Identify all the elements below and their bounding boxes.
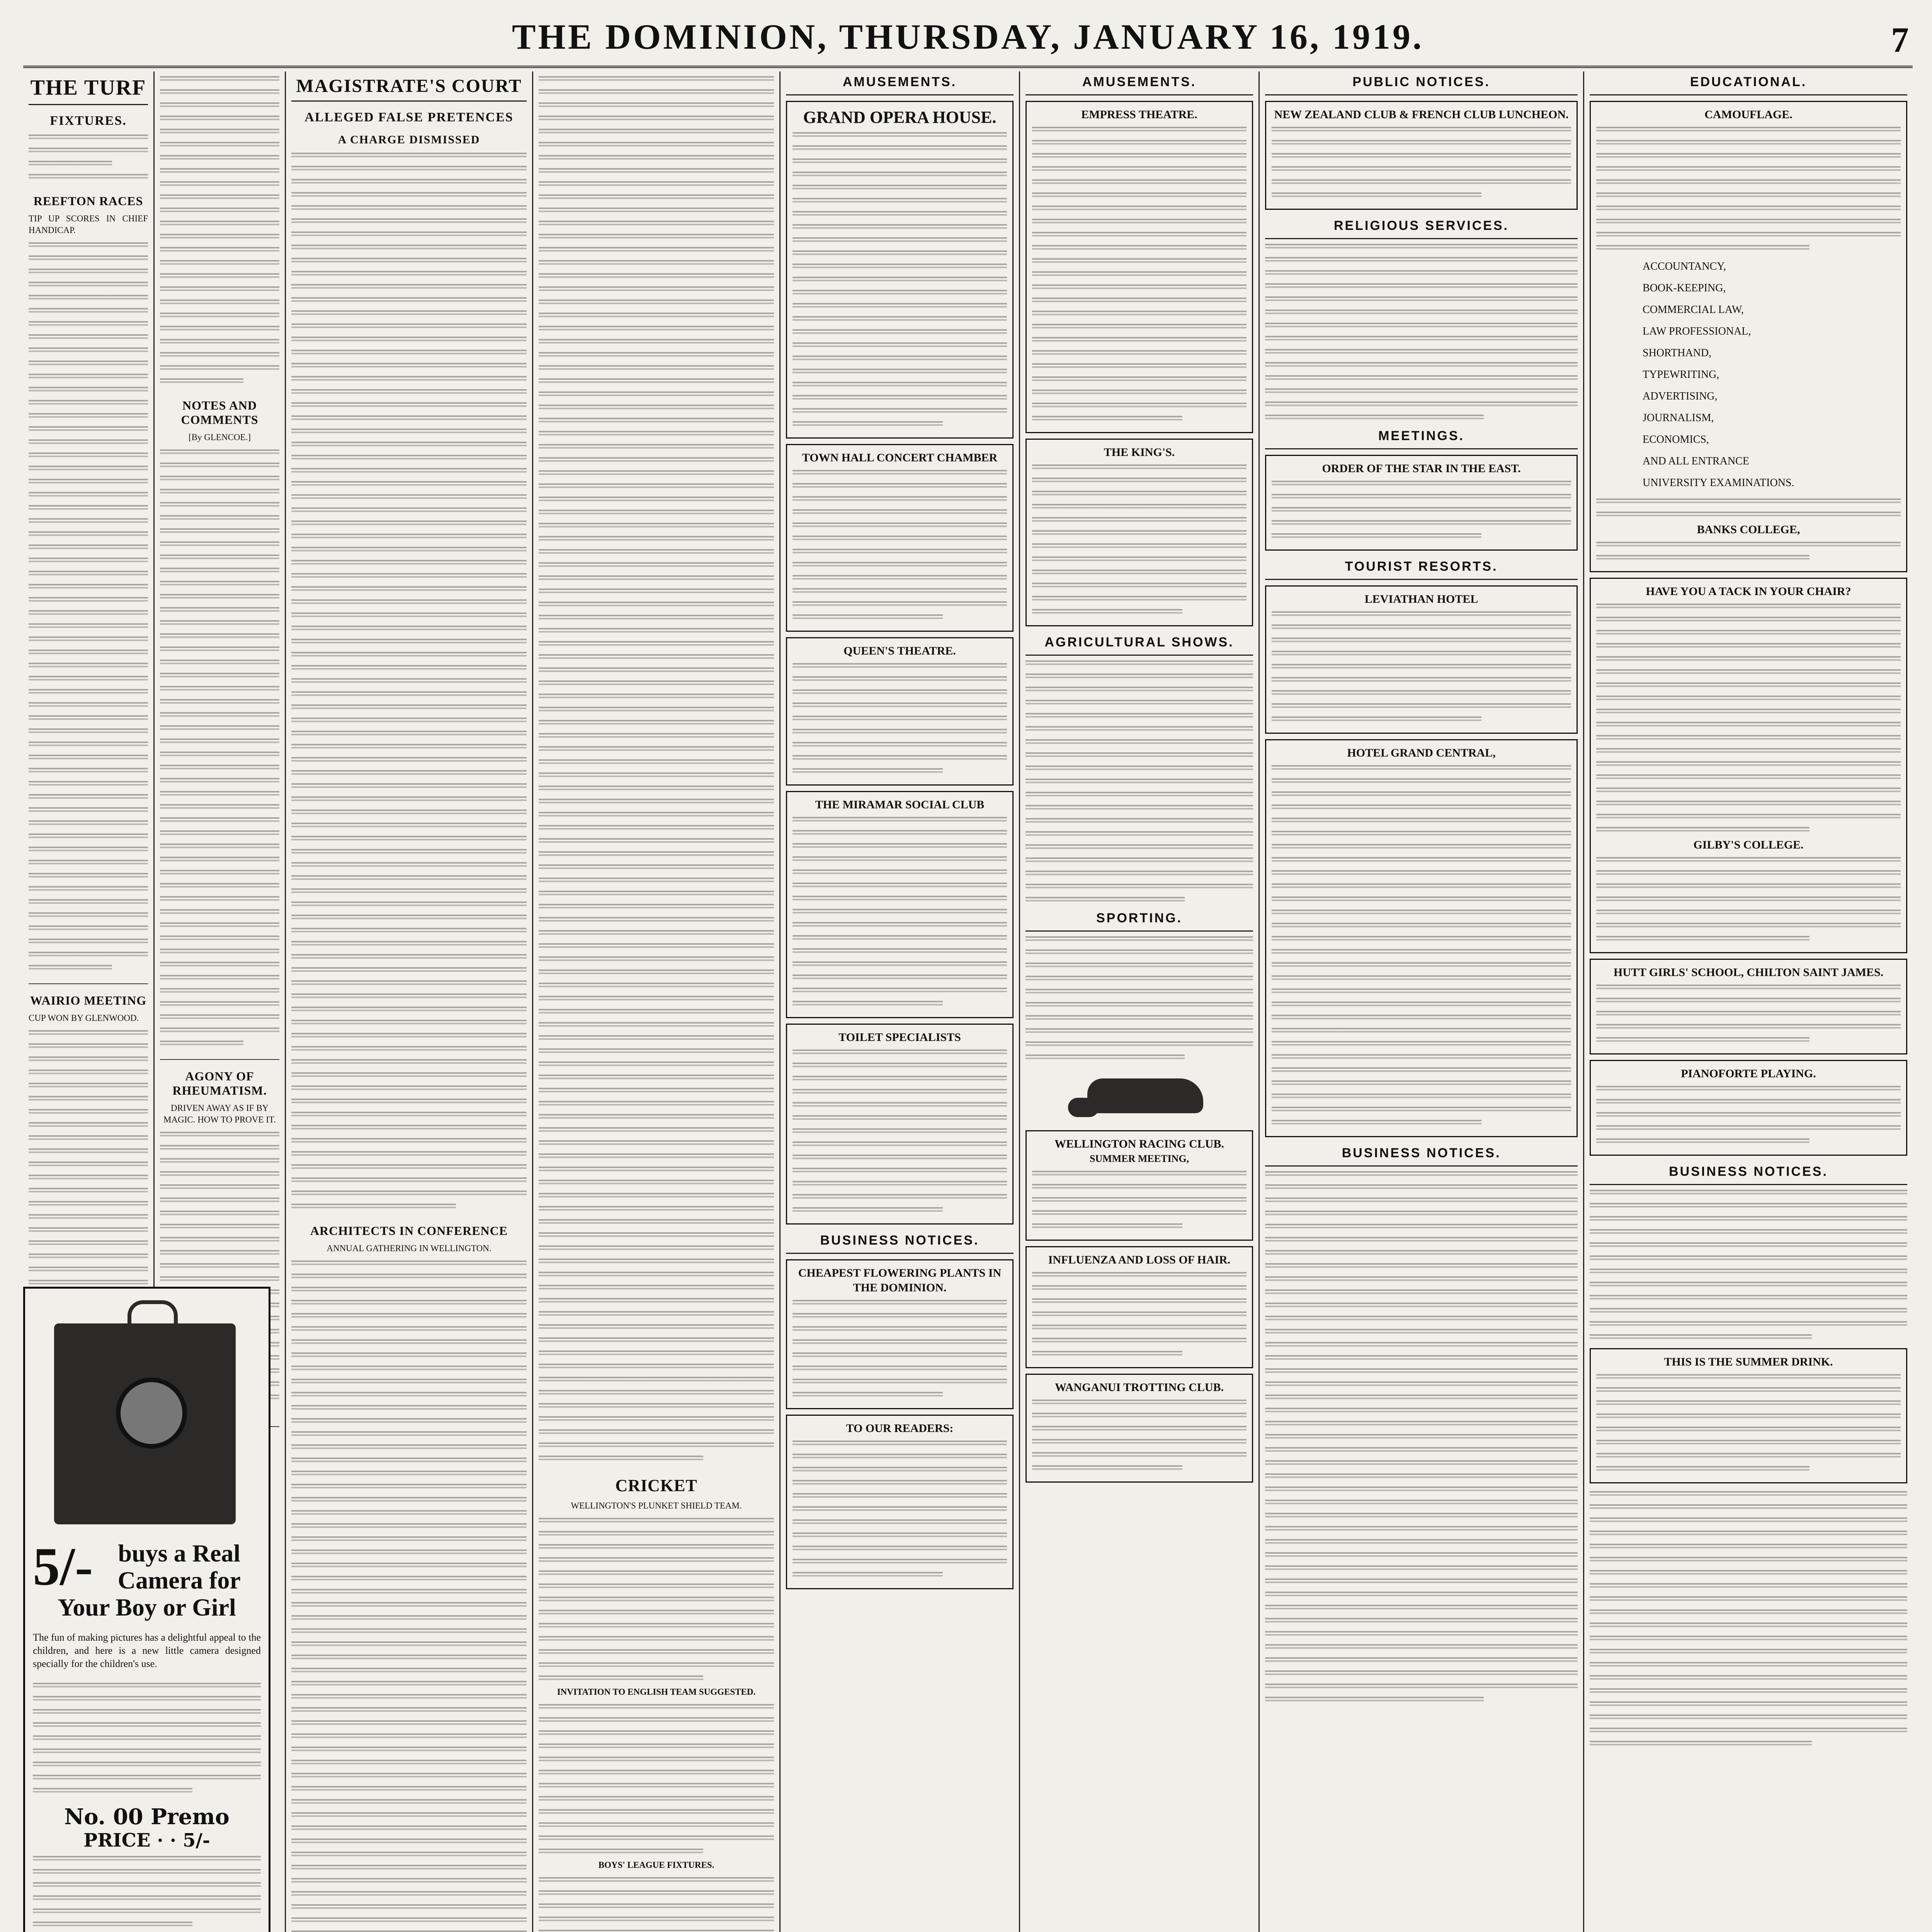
tack-title: HAVE YOU A TACK IN YOUR CHAIR? <box>1646 585 1851 598</box>
empress-ad <box>1026 101 1253 433</box>
racing-club-ad <box>1026 1130 1253 1241</box>
cricket-heading: CRICKET <box>615 1476 697 1495</box>
camera-illustration <box>39 1300 255 1532</box>
camouflage-ad <box>1590 101 1907 572</box>
invitation-heading: INVITATION TO ENGLISH TEAM SUGGESTED. <box>557 1687 756 1697</box>
notes-heading: NOTES AND COMMENTS <box>181 398 259 427</box>
column-amusements-1 <box>781 71 1020 1932</box>
subject-item: LAW PROFESSIONAL, <box>1643 325 1751 337</box>
grand-opera-ad <box>786 101 1014 439</box>
summer-drink-ad <box>1590 1348 1907 1483</box>
kodak-body: The fun of making pictures has a delightful appeal to the children, and here is a new little camera designed specially for the children's use. <box>33 1632 261 1669</box>
influenza-title: INFLUENZA AND LOSS OF HAIR. <box>1048 1253 1231 1266</box>
reefton-sub: TIP UP SCORES IN CHIEF HANDICAP. <box>29 214 148 235</box>
amusements-heading-2: AMUSEMENTS. <box>1026 71 1253 95</box>
rheumatism-heading: AGONY OF RHEUMATISM. <box>172 1069 267 1097</box>
star-in-east-title: ORDER OF THE STAR IN THE EAST. <box>1322 462 1521 475</box>
camouflage-title: CAMOUFLAGE. <box>1704 108 1793 121</box>
subject-item: UNIVERSITY EXAMINATIONS. <box>1643 477 1794 489</box>
masthead-title: THE DOMINION, THURSDAY, JANUARY 16, 1919. <box>512 17 1424 56</box>
kodak-price-big: 5/- <box>33 1537 93 1597</box>
influenza-ad <box>1026 1246 1253 1368</box>
column-amusements-2 <box>1020 71 1260 1932</box>
business-heading-1: BUSINESS NOTICES. <box>786 1230 1014 1254</box>
reefton-heading: REEFTON RACES <box>33 194 143 208</box>
kodak-model: No. 00 Premo <box>64 1804 230 1830</box>
boys-heading: BOYS' LEAGUE FIXTURES. <box>598 1860 714 1870</box>
subject-list <box>1596 256 1901 494</box>
notes-byline: [By GLENCOE.] <box>189 432 251 442</box>
trotting-ad <box>1026 1374 1253 1483</box>
turf-heading: THE TURF <box>29 71 148 105</box>
magistrate-charge: A CHARGE DISMISSED <box>338 133 480 146</box>
masthead <box>23 8 1913 68</box>
kings-ad <box>1026 439 1253 626</box>
subject-item: TYPEWRITING, <box>1643 369 1719 381</box>
magistrate-heading: MAGISTRATE'S COURT <box>291 71 527 102</box>
amusements-heading-1: AMUSEMENTS. <box>786 71 1014 95</box>
tack-chair-ad <box>1590 578 1907 953</box>
toilet-title: TOILET SPECIALISTS <box>838 1031 961 1044</box>
gilby-college: GILBY'S COLLEGE. <box>1693 838 1804 851</box>
toilet-specialists-ad <box>786 1024 1014 1225</box>
subject-item: SHORTHAND, <box>1643 347 1711 359</box>
public-notices-heading: PUBLIC NOTICES. <box>1265 71 1578 95</box>
grand-central-title: HOTEL GRAND CENTRAL, <box>1347 747 1496 759</box>
column-cricket <box>533 71 781 1932</box>
page-number: 7 <box>1891 20 1909 60</box>
club-luncheon-ad <box>1265 101 1578 210</box>
readers-title: TO OUR READERS: <box>846 1422 954 1435</box>
architects-heading: ARCHITECTS IN CONFERENCE <box>310 1224 508 1238</box>
town-hall-ad <box>786 444 1014 632</box>
business-notices-heading-2: BUSINESS NOTICES. <box>1265 1143 1578 1167</box>
subject-item: COMMERCIAL LAW, <box>1643 304 1744 316</box>
hutt-title: HUTT GIRLS' SCHOOL, CHILTON SAINT JAMES. <box>1613 966 1884 979</box>
meetings-heading: MEETINGS. <box>1265 425 1578 449</box>
kodak-headline <box>33 1537 261 1621</box>
business-heading-3: BUSINESS NOTICES. <box>1590 1161 1907 1185</box>
subject-item: BOOK-KEEPING, <box>1643 282 1726 294</box>
subject-item: JOURNALISM, <box>1643 412 1714 424</box>
racing-club-title: WELLINGTON RACING CLUB. <box>1054 1138 1224 1150</box>
kodak-price: PRICE · · 5/- <box>83 1830 210 1851</box>
sporting-heading: SPORTING. <box>1026 908 1253 932</box>
column-public-notices <box>1260 71 1584 1932</box>
summer-drink-title: THIS IS THE SUMMER DRINK. <box>1664 1355 1833 1368</box>
kings-title: THE KING'S. <box>1104 446 1175 459</box>
shield-heading: WELLINGTON'S PLUNKET SHIELD TEAM. <box>571 1501 742 1510</box>
banks-college: BANKS COLLEGE, <box>1697 523 1800 536</box>
wairio-sub: CUP WON BY GLENWOOD. <box>29 1013 139 1023</box>
leviathan-ad <box>1265 585 1578 734</box>
grand-opera-title: GRAND OPERA HOUSE. <box>803 108 997 127</box>
star-in-east-ad <box>1265 455 1578 551</box>
piano-title: PIANOFORTE PLAYING. <box>1681 1067 1816 1080</box>
queens-theatre-ad <box>786 637 1014 786</box>
subject-item: ACCOUNTANCY, <box>1643 260 1726 272</box>
kodak-headline-text: buys a Real Camera for Your Boy or Girl <box>58 1539 241 1621</box>
wairio-heading: WAIRIO MEETING <box>30 993 147 1007</box>
rheumatism-sub: DRIVEN AWAY AS IF BY MAGIC. HOW TO PROVE IT. <box>163 1103 276 1124</box>
leviathan-title: LEVIATHAN HOTEL <box>1364 593 1478 605</box>
grand-central-ad <box>1265 739 1578 1137</box>
miramar-title: THE MIRAMAR SOCIAL CLUB <box>815 798 985 811</box>
educational-heading: EDUCATIONAL. <box>1590 71 1907 95</box>
fixtures-label: FIXTURES. <box>50 114 127 128</box>
club-luncheon-title: NEW ZEALAND CLUB & FRENCH CLUB LUNCHEON. <box>1274 108 1569 121</box>
trotting-title: WANGANUI TROTTING CLUB. <box>1054 1381 1224 1394</box>
summer-meeting: SUMMER MEETING, <box>1089 1153 1189 1164</box>
subject-item: ECONOMICS, <box>1643 434 1709 446</box>
plants-ad <box>786 1259 1014 1409</box>
column-educational <box>1584 71 1913 1932</box>
empress-title: EMPRESS THEATRE. <box>1081 108 1197 121</box>
racing-illustration <box>1026 1067 1253 1125</box>
tourist-heading: TOURIST RESORTS. <box>1265 556 1578 580</box>
queens-title: QUEEN'S THEATRE. <box>844 645 956 657</box>
column-magistrate <box>286 71 533 1932</box>
architects-sub: ANNUAL GATHERING IN WELLINGTON. <box>327 1243 492 1253</box>
town-hall-title: TOWN HALL CONCERT CHAMBER <box>802 451 998 464</box>
piano-ad <box>1590 1060 1907 1156</box>
plants-title: CHEAPEST FLOWERING PLANTS IN THE DOMINION. <box>798 1267 1002 1294</box>
magistrate-sub: ALLEGED FALSE PRETENCES <box>304 110 514 124</box>
religious-heading: RELIGIOUS SERVICES. <box>1265 215 1578 239</box>
hutt-school-ad <box>1590 959 1907 1054</box>
agricultural-heading: AGRICULTURAL SHOWS. <box>1026 632 1253 656</box>
subject-item: AND ALL ENTRANCE <box>1643 455 1749 467</box>
subject-item: ADVERTISING, <box>1643 390 1718 402</box>
readers-notice <box>786 1415 1014 1589</box>
miramar-club-ad <box>786 791 1014 1018</box>
kodak-advertisement <box>23 1287 270 1932</box>
